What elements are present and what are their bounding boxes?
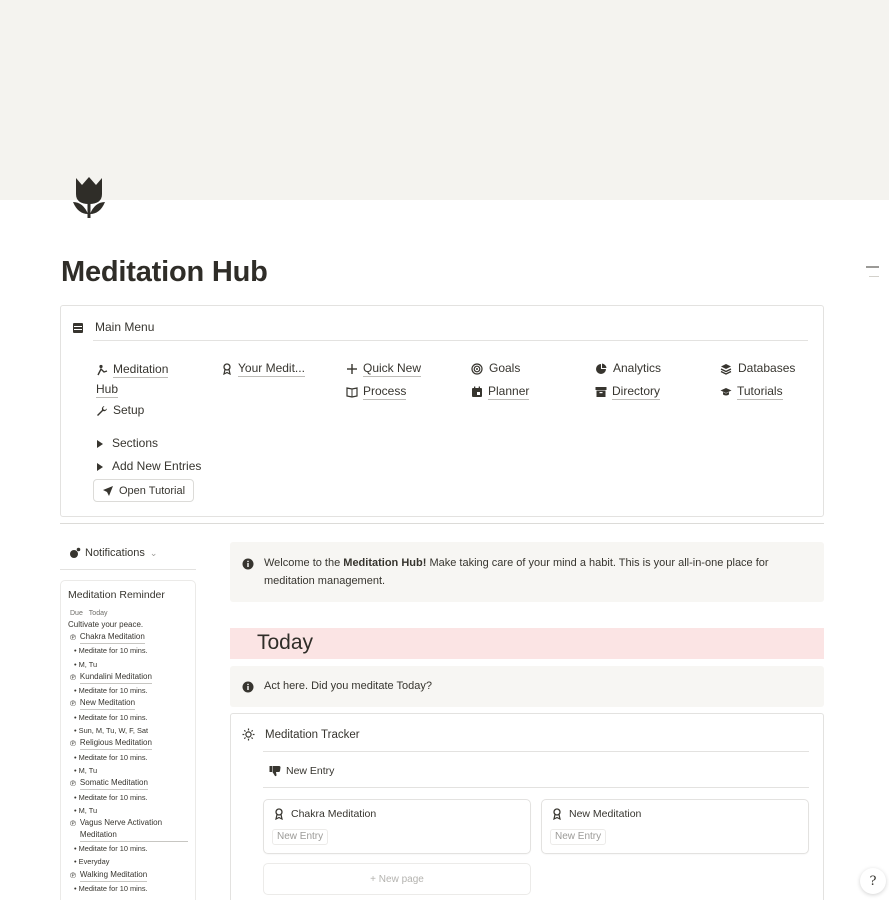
today-heading: Today <box>257 631 314 654</box>
menu-item-databases[interactable] <box>720 361 795 376</box>
reminder-subtitle: Cultivate your peace. <box>68 620 144 629</box>
card-tag: New Entry <box>272 829 328 845</box>
meditation-tracker-block <box>230 713 824 900</box>
main-menu-header[interactable] <box>72 320 154 334</box>
welcome-text-bold: Meditation Hub! <box>343 557 427 569</box>
reminder-list <box>68 631 195 895</box>
layers-icon <box>720 363 732 375</box>
info-icon <box>242 557 254 575</box>
reminder-due <box>68 610 195 617</box>
toggle-label: Sections <box>112 436 159 450</box>
menu-item-label: Goals <box>489 361 521 375</box>
menu-item-meditation-hub[interactable] <box>96 362 168 398</box>
menu-item-label: Planner <box>488 384 530 398</box>
meditation-icon: ℗ <box>70 739 76 749</box>
reminder-entry[interactable]: ℗ Vagus Nerve Activation Meditation <box>68 817 195 842</box>
menu-item-setup[interactable] <box>96 403 144 418</box>
welcome-text-post: Make taking care of your mind a habit. This is your all-in-one place for meditation management. <box>264 557 769 587</box>
reminder-entry[interactable]: ℗ Somatic Meditation <box>68 777 195 790</box>
menu-item-goals[interactable] <box>471 361 520 376</box>
thumbs-down-icon <box>269 765 281 777</box>
toggle-sections[interactable] <box>94 436 158 451</box>
chevron-down-icon: ⌄ <box>149 547 158 558</box>
menu-item-label: Your Medit... <box>238 361 305 375</box>
divider <box>263 787 809 788</box>
reminder-entry[interactable]: ℗ Walking Meditation <box>68 869 195 882</box>
medal-icon <box>221 363 233 375</box>
pie-chart-icon <box>595 363 607 375</box>
open-tutorial-label: Open Tutorial <box>119 484 186 497</box>
toggle-triangle-icon <box>97 463 103 471</box>
reminder-detail: • Meditate for 10 mins. <box>74 884 148 894</box>
card-title: New Meditation <box>569 808 642 820</box>
card-header <box>273 808 376 820</box>
tracker-title[interactable]: Meditation Tracker <box>265 729 360 741</box>
menu-item-quick-new[interactable] <box>346 361 421 377</box>
reminder-detail: • M, Tu <box>74 659 98 669</box>
menu-item-planner[interactable] <box>471 384 529 400</box>
reminder-detail: • Meditate for 10 mins. <box>74 712 148 722</box>
page-title[interactable]: Meditation Hub <box>61 256 268 288</box>
toggle-triangle-icon <box>97 440 103 448</box>
target-icon <box>471 363 483 375</box>
meditation-icon: ℗ <box>70 819 76 829</box>
plus-icon <box>346 363 358 375</box>
today-callout-post: ? <box>425 680 432 692</box>
welcome-callout[interactable] <box>230 542 824 602</box>
menu-item-label: Meditation <box>113 362 169 376</box>
menu-item-label: Directory <box>612 384 661 398</box>
menu-item-label: Databases <box>738 361 796 375</box>
notifications-dropdown[interactable] <box>69 547 157 559</box>
reminder-title: Meditation Reminder <box>68 589 165 601</box>
today-callout[interactable] <box>230 666 824 707</box>
cabinet-icon <box>72 321 84 333</box>
main-menu-box <box>60 305 824 517</box>
help-button[interactable]: ? <box>860 868 886 894</box>
due-value: Today <box>88 610 108 617</box>
reminder-detail: • Meditate for 10 mins. <box>74 752 148 762</box>
book-open-icon <box>346 386 358 398</box>
graduation-cap-icon <box>720 386 732 398</box>
new-entry-label: New Entry <box>286 765 335 777</box>
meditation-icon: ℗ <box>70 633 76 642</box>
meditation-icon: ℗ <box>70 779 76 789</box>
meditation-icon: ℗ <box>70 699 76 709</box>
due-label: Due <box>70 610 83 617</box>
gallery-card[interactable] <box>263 799 531 854</box>
menu-item-label-line2: Hub <box>96 382 119 396</box>
card-title: Chakra Meditation <box>291 808 377 820</box>
reminder-detail: • Meditate for 10 mins. <box>74 686 148 696</box>
notifications-label: Notifications <box>85 547 145 559</box>
meditation-icon: ℗ <box>70 672 76 682</box>
calendar-icon <box>471 386 483 398</box>
menu-item-tutorials[interactable] <box>720 384 783 400</box>
bell-icon <box>69 547 81 559</box>
menu-item-label: Quick New <box>363 361 422 375</box>
divider <box>60 523 824 524</box>
info-icon <box>242 680 254 698</box>
today-callout-pre: Act here. Did you meditate <box>264 680 397 692</box>
menu-item-process[interactable] <box>346 384 406 400</box>
reminder-detail: • Meditate for 10 mins. <box>74 792 148 802</box>
reminder-detail: • M, Tu <box>74 765 98 775</box>
tulip-icon[interactable] <box>70 174 108 220</box>
medal-icon <box>551 808 563 820</box>
page-cover[interactable] <box>0 0 889 200</box>
medal-icon <box>273 808 285 820</box>
reminder-entry[interactable]: ℗ New Meditation <box>68 697 195 710</box>
card-header <box>551 808 641 820</box>
menu-item-analytics[interactable] <box>595 361 661 376</box>
meditation-reminder-card[interactable] <box>60 580 196 900</box>
divider <box>93 340 808 341</box>
main-menu-title: Main Menu <box>95 320 155 334</box>
menu-item-label: Process <box>363 384 407 398</box>
divider <box>263 751 809 752</box>
new-page-button[interactable]: + New page <box>263 863 531 895</box>
send-arrow-icon <box>102 485 114 497</box>
open-tutorial-button[interactable] <box>93 479 194 502</box>
gallery-card[interactable] <box>541 799 809 854</box>
divider <box>60 569 196 570</box>
menu-item-directory[interactable] <box>595 384 660 400</box>
welcome-text-pre: Welcome to the <box>264 557 344 569</box>
reminder-entry[interactable]: ℗ Chakra Meditation <box>68 631 195 644</box>
new-entry-button[interactable] <box>269 765 334 777</box>
today-callout-bold: Today <box>396 680 426 692</box>
reminder-detail: • Meditate for 10 mins. <box>74 646 148 656</box>
reminder-entry[interactable]: ℗ Kundalini Meditation <box>68 671 195 684</box>
reminder-detail: • Meditate for 10 mins. <box>74 844 148 854</box>
wrench-icon <box>96 405 108 417</box>
toggle-label: Add New Entries <box>112 459 202 473</box>
menu-item-your-meditations[interactable] <box>221 361 305 377</box>
archive-icon <box>595 386 607 398</box>
welcome-text <box>264 555 809 590</box>
menu-item-label: Analytics <box>613 361 662 375</box>
meditation-icon: ℗ <box>70 870 76 880</box>
reminder-detail: • Everyday <box>74 857 110 867</box>
menu-item-label: Tutorials <box>737 384 783 398</box>
today-callout-text <box>264 680 432 692</box>
menu-item-label: Setup <box>113 403 145 417</box>
table-of-contents-marks[interactable] <box>866 266 879 285</box>
meditation-icon <box>96 364 108 376</box>
card-tag: New Entry <box>550 829 606 845</box>
toggle-add-new-entries[interactable] <box>94 459 201 474</box>
sun-icon <box>242 728 255 746</box>
reminder-detail: • Sun, M, Tu, W, F, Sat <box>74 726 149 736</box>
reminder-entry[interactable]: ℗ Religious Meditation <box>68 737 195 750</box>
today-heading-block[interactable] <box>230 628 824 659</box>
reminder-detail: • M, Tu <box>74 805 98 815</box>
